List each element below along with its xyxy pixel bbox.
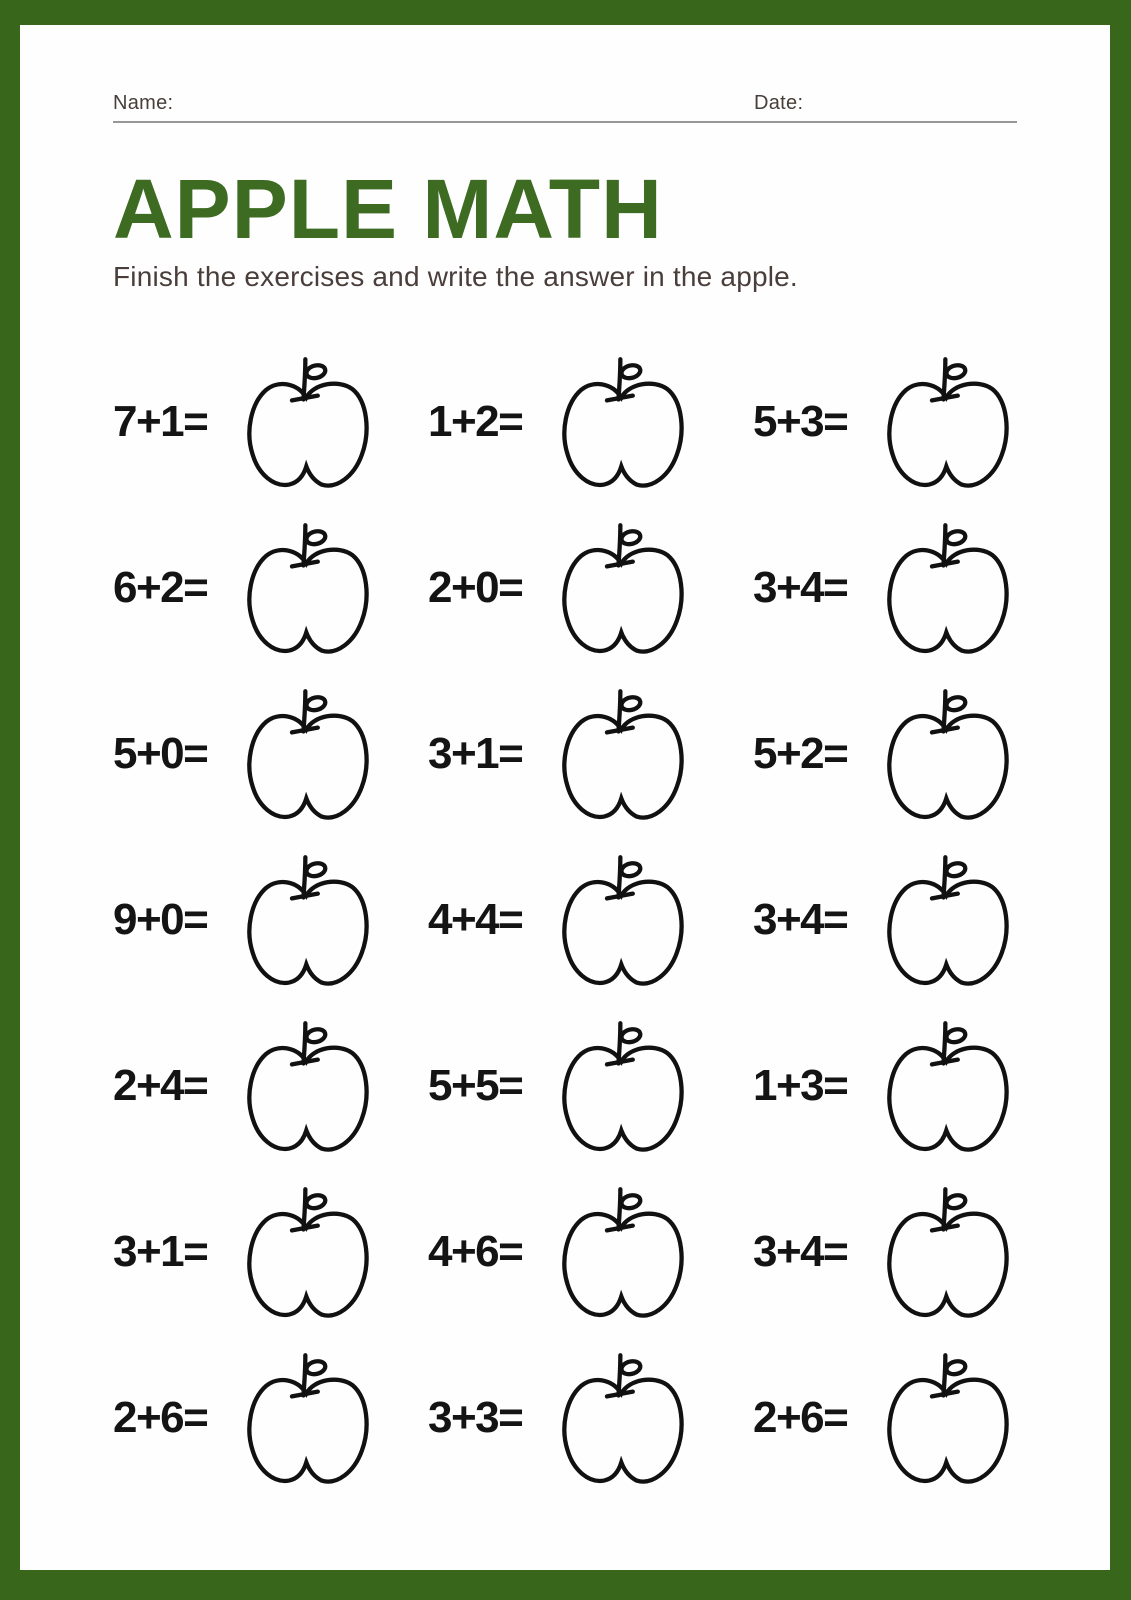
problem-expression: 5+5= [428, 1061, 523, 1110]
apple-outline-icon [245, 1174, 381, 1327]
apple-outline-icon [560, 1340, 696, 1493]
math-problem [113, 1003, 428, 1169]
math-problem [113, 339, 428, 505]
problem-expression: 5+0= [113, 729, 208, 778]
problem-expression: 5+2= [753, 729, 848, 778]
problem-expression: 2+4= [113, 1061, 208, 1110]
problem-expression: 3+4= [753, 895, 848, 944]
problem-expression: 2+0= [428, 563, 523, 612]
apple-outline-icon [560, 1008, 696, 1161]
header-underline [113, 92, 1017, 123]
problem-expression: 1+3= [753, 1061, 848, 1110]
math-problem [753, 339, 1021, 505]
apple-outline-icon [245, 344, 381, 497]
apple-outline-icon [560, 842, 696, 995]
apple-outline-icon [245, 510, 381, 663]
apple-outline-icon [560, 1174, 696, 1327]
apple-outline-icon [245, 1340, 381, 1493]
problems-grid [113, 339, 1017, 1501]
apple-outline-icon [560, 676, 696, 829]
apple-outline-icon [885, 344, 1021, 497]
math-problem [113, 505, 428, 671]
page-title: APPLE MATH [113, 162, 663, 256]
math-problem [428, 1169, 753, 1335]
math-problem [428, 671, 753, 837]
apple-outline-icon [245, 842, 381, 995]
problem-expression: 7+1= [113, 397, 208, 446]
problem-expression: 3+1= [428, 729, 523, 778]
math-problem [113, 1335, 428, 1501]
math-problem [753, 505, 1021, 671]
apple-outline-icon [560, 510, 696, 663]
apple-outline-icon [885, 1008, 1021, 1161]
math-problem [753, 1335, 1021, 1501]
math-problem [753, 1003, 1021, 1169]
problem-expression: 3+4= [753, 563, 848, 612]
problem-expression: 5+3= [753, 397, 848, 446]
math-problem [428, 1335, 753, 1501]
math-problem [113, 1169, 428, 1335]
apple-outline-icon [885, 1174, 1021, 1327]
problem-expression: 2+6= [753, 1393, 848, 1442]
date-label: Date: [754, 92, 804, 114]
problem-expression: 4+4= [428, 895, 523, 944]
math-problem [113, 671, 428, 837]
problem-expression: 6+2= [113, 563, 208, 612]
apple-outline-icon [885, 510, 1021, 663]
apple-outline-icon [885, 842, 1021, 995]
problem-expression: 3+3= [428, 1393, 523, 1442]
apple-outline-icon [885, 1340, 1021, 1493]
math-problem [428, 339, 753, 505]
math-problem [428, 837, 753, 1003]
worksheet-page [20, 25, 1110, 1570]
apple-outline-icon [245, 1008, 381, 1161]
name-label: Name: [113, 92, 174, 114]
problem-expression: 3+1= [113, 1227, 208, 1276]
problem-expression: 1+2= [428, 397, 523, 446]
math-problem [113, 837, 428, 1003]
problem-expression: 4+6= [428, 1227, 523, 1276]
page-subtitle: Finish the exercises and write the answer in the apple. [113, 261, 798, 292]
problem-expression: 2+6= [113, 1393, 208, 1442]
apple-outline-icon [245, 676, 381, 829]
apple-outline-icon [885, 676, 1021, 829]
math-problem [753, 671, 1021, 837]
math-problem [753, 1169, 1021, 1335]
math-problem [428, 505, 753, 671]
math-problem [428, 1003, 753, 1169]
math-problem [753, 837, 1021, 1003]
apple-outline-icon [560, 344, 696, 497]
problem-expression: 3+4= [753, 1227, 848, 1276]
problem-expression: 9+0= [113, 895, 208, 944]
